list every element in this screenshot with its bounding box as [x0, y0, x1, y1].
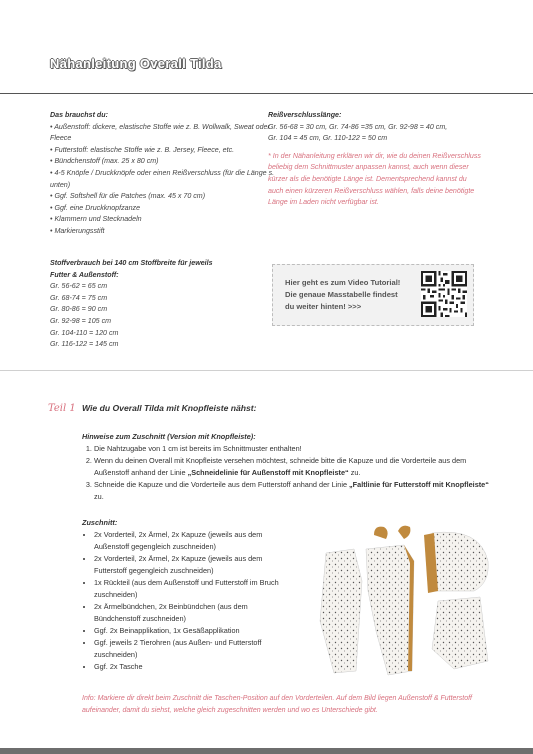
cutting-notes	[82, 431, 492, 503]
zipper-block	[268, 110, 483, 209]
usage-row: Gr. 104-110 = 120 cm	[50, 328, 119, 337]
section-divider	[0, 370, 533, 371]
cutting-notes-list	[82, 443, 492, 503]
zipper-heading: Reißverschlusslänge:	[268, 111, 342, 119]
video-line: Hier geht es zum Video Tutorial!	[285, 278, 401, 287]
fabric-pieces-photo	[304, 521, 494, 679]
materials-item: • Futterstoff: elastische Stoffe wie z. B. Jersey, Fleece, etc.	[50, 145, 235, 154]
materials-block	[50, 110, 280, 238]
usage-heading: Stoffverbrauch bei 140 cm Stoffbreite für jeweils	[50, 259, 213, 267]
materials-item: • Bündchenstoff (max. 25 x 80 cm)	[50, 157, 159, 166]
usage-row: Gr. 80-86 = 90 cm	[50, 305, 108, 314]
cutting-notes-heading: Hinweise zum Zuschnitt (Version mit Knopfleiste):	[82, 432, 256, 441]
step-text: zu.	[348, 468, 361, 477]
usage-row: Gr. 92-98 = 105 cm	[50, 316, 112, 325]
video-line: Die genaue Masstabelle findest	[285, 290, 398, 299]
zipper-sizes-line: Gr. 56-68 = 30 cm, Gr. 74-86 =35 cm, Gr. 92-98 = 40 cm,	[268, 122, 448, 131]
step-text: Wenn du deinen Overall mit Knopfleiste versehen möchtest, schneide bitte die Kapuze und die Vorderteile aus dem Außenstoff anhand der Linie	[94, 456, 467, 477]
materials-item: • Ggf. eine Druckknopfzanze	[50, 203, 141, 212]
qr-code-icon[interactable]	[421, 271, 467, 317]
step-text: Die Nahtzugabe von 1 cm ist bereits im Schnittmuster enthalten!	[94, 444, 302, 453]
cutting-note-step	[94, 479, 492, 503]
usage-row: Gr. 68-74 = 75 cm	[50, 293, 108, 302]
cut-list-heading: Zuschnitt:	[82, 518, 118, 527]
cut-list-item: • Ggf. 2x Tasche	[94, 661, 292, 673]
footer-bar	[0, 748, 533, 754]
cut-list-items	[82, 529, 292, 673]
materials-item: • Klammern und Stecknadeln	[50, 215, 142, 224]
materials-item: • Außenstoff: dickere, elastische Stoffe wie z. B. Wollwalk, Sweat oder Fleece	[50, 122, 270, 143]
video-tutorial-text	[285, 277, 405, 313]
step-emphasis: „Faltlinie für Futterstoff mit Knopfleiste“	[349, 480, 489, 489]
cut-list-item: • 2x Vorderteil, 2x Ärmel, 2x Kapuze (jeweils aus dem Futterstoff gegengleich zuschneiden)	[94, 553, 292, 577]
step-emphasis: „Schneidelinie für Außenstoff mit Knopfleiste“	[187, 468, 349, 477]
materials-item: • Ggf. Softshell für die Patches (max. 45 x 70 cm)	[50, 192, 206, 201]
video-tutorial-box[interactable]	[272, 264, 474, 326]
fabric-usage-block	[50, 258, 270, 351]
usage-row: Gr. 56-62 = 65 cm	[50, 282, 108, 291]
info-note: Info: Markiere dir direkt beim Zuschnitt die Taschen-Position auf den Vorderteilen. Auf dem Bild liegen Außenstoff & Futterstoff aufeinander, damit du siehst, welche gleich zugeschnitten werden und wo es Unterschiede gibt.	[82, 695, 472, 714]
cut-list-item: • 1x Rückteil (aus dem Außenstoff und Futterstoff im Bruch zuschneiden)	[94, 577, 292, 601]
page-title: Nähanleitung Overall Tilda	[50, 56, 222, 71]
materials-item: • Markierungsstift	[50, 226, 105, 235]
usage-subheading: Futter & Außenstoff:	[50, 270, 119, 279]
usage-row: Gr. 116-122 = 145 cm	[50, 340, 119, 349]
zipper-sizes-line: Gr. 104 = 45 cm, Gr. 110-122 = 50 cm	[268, 134, 388, 143]
cutting-note-step	[94, 443, 492, 455]
section-title: Wie du Overall Tilda mit Knopfleiste nähst:	[82, 403, 257, 413]
materials-heading: Das brauchst du:	[50, 111, 108, 119]
header-divider	[0, 93, 533, 94]
step-text: Schneide die Kapuze und die Vorderteile aus dem Futterstoff anhand der Linie	[94, 480, 350, 489]
part-label: Teil 1	[48, 403, 76, 414]
cut-list-item: • 2x Ärmelbündchen, 2x Beinbündchen (aus dem Bündchenstoff zuschneiden)	[94, 601, 292, 625]
zipper-note: * In der Nähanleitung erklären wir dir, wie du deinen Reißverschluss beliebig dem Schnittmuster anpassen kannst, auch wenn dieser kürzer als die benötigte Länge ist. Dementsprechend kannst du auch einen kürzeren Reißverschluss wählen, falls deine benötigte Länge im Laden nicht verfügbar ist.	[268, 151, 481, 207]
cutting-note-step	[94, 455, 492, 479]
step-text: zu.	[94, 492, 104, 501]
cut-list	[82, 517, 292, 673]
video-line: du weiter hinten! >>>	[285, 302, 362, 311]
cut-list-item: • Ggf. jeweils 2 Tierohren (aus Außen- und Futterstoff zuschneiden)	[94, 637, 292, 661]
cut-list-item: • 2x Vorderteil, 2x Ärmel, 2x Kapuze (jeweils aus dem Außenstoff gegengleich zuschneiden)	[94, 529, 292, 553]
materials-item: • 4-5 Knöpfe / Druckknöpfe oder einen Reißverschluss (für die Länge s. unten)	[50, 168, 275, 189]
header-band	[0, 0, 533, 95]
cut-list-item: • Ggf. 2x Beinapplikation, 1x Gesäßapplikation	[94, 625, 292, 637]
